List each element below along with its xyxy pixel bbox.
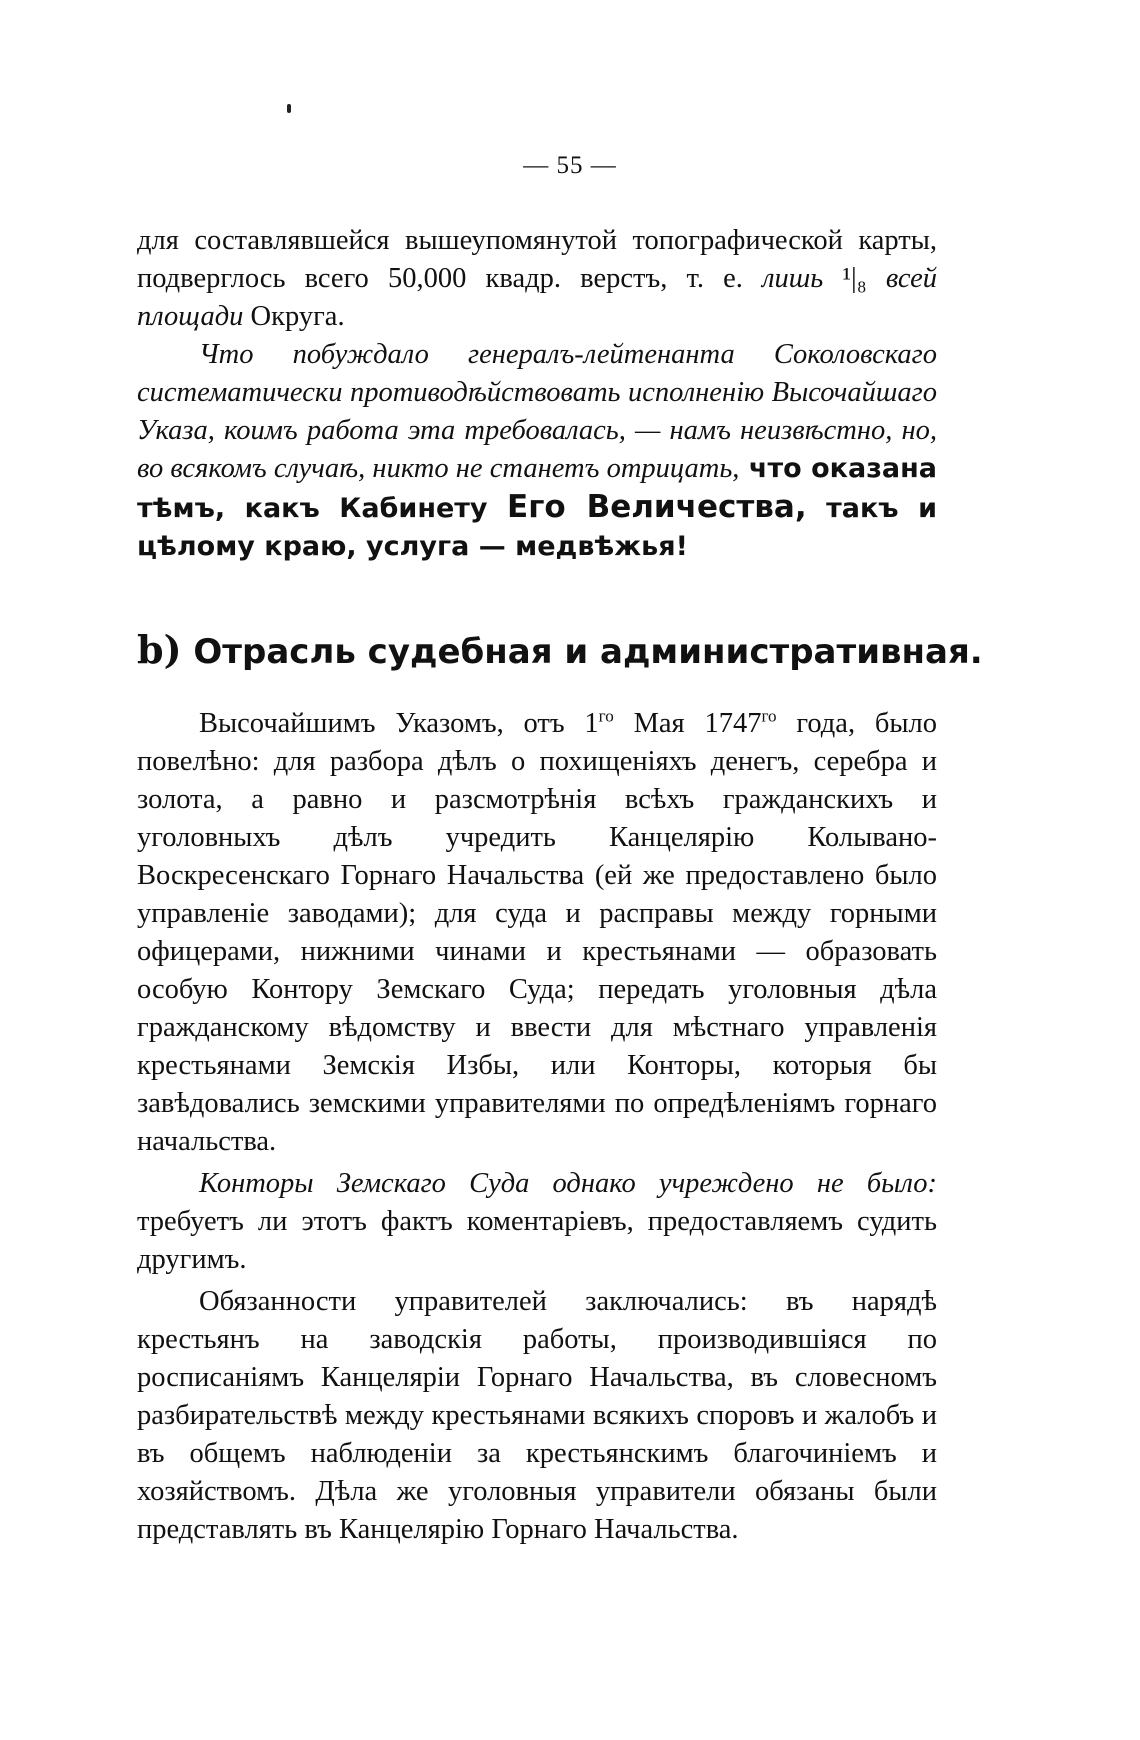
italic-run: всей площади <box>137 263 937 332</box>
section-letter: b) <box>137 627 182 672</box>
superscript: го <box>598 706 614 726</box>
text-run: Мая 1747 <box>613 708 762 739</box>
text-run: требуетъ ли этотъ фактъ коментаріевъ, предоставляемъ судить другимъ. <box>137 1206 937 1275</box>
section-title: Отрасль судебная и административная. <box>181 632 983 672</box>
paragraph-map-area <box>137 222 937 336</box>
italic-run: лишь <box>762 263 824 294</box>
text-run: Округа. <box>243 301 345 332</box>
paragraph-duties <box>137 1283 937 1549</box>
superscript: го <box>761 706 777 726</box>
text-block-main <box>137 705 937 1549</box>
text-run: для составлявшейся вышеупомянутой топографической карты, подверглось всего 50,000 квадр. верстъ, т. е. <box>137 225 937 294</box>
ink-speck <box>287 104 291 113</box>
paragraph-sokolovsky <box>137 336 937 566</box>
italic-run: Конторы Земскаго Суда однако учреждено не было: <box>199 1168 937 1199</box>
text-run: года, было повелѣно: для разбора дѣлъ о похищеніяхъ денегъ, серебра и золота, а равно и разсмотрѣнія всѣхъ гражданскихъ и уголовныхъ дѣлъ учредить Канцелярію Колывано-Воскресенскаго Горнаго Начальства (ей же предоставлено было управленіе заводами); для суда и расправы между горными офицерами, нижними чинами и крестьянами — образовать особую Контору Земскаго Суда; передать уголовныя дѣла гражданскому вѣдомству и ввести для мѣстнаго управленія крестьянами Земскія Избы, или Конторы, которыя бы завѣдовались земскими управителями по опредѣленіямъ горнаго начальства. <box>137 708 937 1157</box>
bold-emphasis: Его Величества, <box>507 489 807 525</box>
text-run: Обязанности управителей заключались: въ нарядѣ крестьянъ на заводскія работы, производившіяся по росписаніямъ Канцеляріи Горнаго Начальства, въ словесномъ разбирательствѣ между крестьянами всякихъ споровъ и жалобъ и въ общемъ наблюденіи за крестьянскимъ благочиніемъ и хозяйствомъ. Дѣла же уголовныя управители обязаны были представлять въ Канцелярію Горнаго Начальства. <box>137 1286 937 1545</box>
text-block-top <box>137 222 937 566</box>
bold-run: что оказана тѣмъ, какъ Кабинету <box>137 453 937 524</box>
fraction: ¹|₈ <box>823 263 886 294</box>
page-number: — 55 — <box>523 152 617 179</box>
section-heading <box>137 627 983 674</box>
paragraph-decree <box>137 705 937 1161</box>
paragraph-zemsky-sud <box>137 1165 937 1279</box>
bold-run: такъ и цѣлому краю, услуга — медвѣжья! <box>137 493 937 562</box>
italic-run: Что побуждало генералъ-лейтенанта Соколовскаго систематически противодѣйствовать исполненію Высочайшаго Указа, коимъ работа эта требовалась, — намъ неизвѣстно, но, во всякомъ случаѣ, никто не станетъ отрицать, <box>137 339 937 484</box>
text-run: Высочайшимъ Указомъ, отъ 1 <box>199 708 599 739</box>
